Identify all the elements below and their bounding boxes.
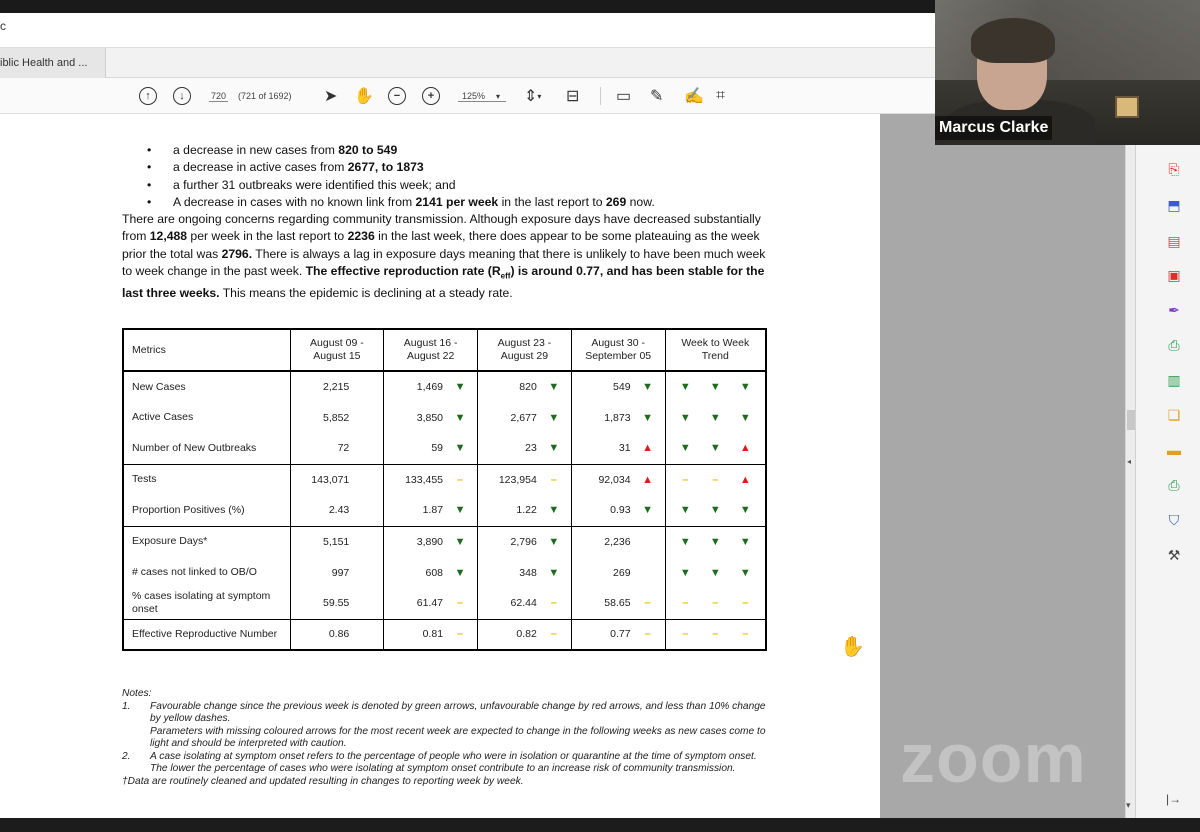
dash-icon: –	[712, 597, 719, 610]
cell-value: 3,890	[416, 535, 444, 548]
page-body-text	[122, 142, 772, 302]
scroll-thumb[interactable]	[1127, 410, 1135, 430]
value-cell	[571, 495, 665, 526]
up-arrow-icon: ▲	[642, 473, 653, 486]
up-arrow-icon: ▲	[642, 442, 653, 455]
trend-cell	[665, 495, 766, 526]
down-arrow-icon: ▼	[709, 566, 721, 579]
draw-pen-icon: ✍	[684, 88, 704, 105]
down-arrow-icon: ▼	[739, 566, 751, 579]
down-arrow-icon: ▼	[709, 411, 721, 424]
dash-icon: –	[682, 597, 689, 610]
cell-value: 0.93	[610, 504, 631, 517]
value-cell	[478, 464, 572, 495]
down-arrow-icon: ▼	[679, 381, 691, 393]
dash-icon: –	[550, 473, 557, 486]
cell-value: 0.77	[610, 628, 631, 641]
down-arrow-icon: ▼	[709, 381, 721, 393]
notes-section	[122, 688, 772, 788]
trend-cell	[665, 433, 766, 464]
column-header: August 16 - August 22	[384, 329, 478, 371]
hand-icon: ✋	[354, 88, 374, 105]
metric-name: Effective Reproductive Number	[123, 619, 290, 650]
enhance-scan-button[interactable]	[1164, 335, 1184, 355]
trend-cell	[665, 371, 766, 402]
scroll-mode-button[interactable]	[566, 86, 579, 106]
cursor-arrow-icon: ➤	[324, 88, 338, 105]
value-cell	[571, 371, 665, 402]
scroll-icon: ⊟	[566, 88, 580, 105]
notes-title: Notes:	[122, 688, 152, 699]
organize-pages-button[interactable]	[1164, 265, 1184, 285]
value-cell	[290, 526, 384, 557]
down-arrow-icon: ▼	[709, 535, 721, 548]
table-row	[123, 619, 766, 650]
cell-value: 72	[337, 442, 350, 455]
dash-icon: –	[456, 628, 464, 641]
draw-button[interactable]	[684, 86, 704, 106]
toolbar-divider	[600, 87, 601, 105]
value-cell	[384, 619, 478, 650]
bullet-item: • a further 31 outbreaks were identified this week; and	[147, 177, 772, 194]
edit-pdf-button[interactable]	[1164, 231, 1184, 251]
value-cell	[571, 619, 665, 650]
tools-pane	[1135, 145, 1200, 818]
table-row	[123, 557, 766, 588]
value-cell	[384, 371, 478, 402]
cell-value: 133,455	[405, 473, 444, 486]
value-cell	[290, 402, 384, 433]
participant-hair	[971, 18, 1055, 63]
cell-value: 1.87	[422, 504, 444, 517]
more-tools-button[interactable]	[1164, 545, 1184, 565]
value-cell	[478, 433, 572, 464]
value-cell	[384, 495, 478, 526]
cell-value: 997	[331, 566, 350, 579]
value-cell	[290, 495, 384, 526]
cell-value: 269	[613, 566, 631, 579]
dash-icon: –	[550, 628, 557, 641]
metric-name: Active Cases	[123, 402, 290, 433]
down-arrow-icon: ▼	[548, 504, 560, 517]
tools-icon: ⚒	[1167, 547, 1181, 563]
cell-value: 2,215	[322, 381, 350, 393]
pane-scrollbar[interactable]	[1125, 145, 1135, 818]
trend-cell	[665, 464, 766, 495]
signature-icon: ✒	[1168, 302, 1180, 318]
up-arrow-icon: ▲	[739, 442, 751, 455]
value-cell	[290, 371, 384, 402]
down-arrow-icon: ▼	[454, 411, 466, 424]
value-cell	[478, 557, 572, 588]
organize-pages-icon: ▣	[1167, 267, 1181, 283]
tag-icon: ⌗	[716, 87, 726, 104]
down-arrow-icon: ▼	[679, 411, 691, 424]
title-strip	[0, 0, 935, 13]
down-arrow-icon: ▼	[679, 535, 691, 548]
cell-value: 2,677	[510, 411, 537, 424]
value-cell	[290, 588, 384, 619]
combine-icon: ❏	[1167, 407, 1181, 423]
note-item: 2. A case isolating at symptom onset refers to the percentage of people who were in isolation or quarantine at the time of symptom onset. The lower the percentage of cases who were isolating at symptom onset contribute to an increase risk of community transmission.	[122, 750, 757, 774]
cell-value: 820	[519, 381, 537, 393]
table-row	[123, 526, 766, 557]
down-arrow-icon: ▼	[454, 504, 466, 517]
value-cell	[478, 402, 572, 433]
cell-value: 608	[425, 566, 444, 579]
highlight-button[interactable]	[650, 86, 663, 106]
fit-page-button[interactable]	[524, 86, 541, 106]
metric-name: Exposure Days*	[123, 526, 290, 557]
bottom-bar	[0, 818, 1200, 832]
select-tool-button[interactable]	[324, 86, 337, 106]
dash-icon: –	[456, 473, 464, 486]
down-arrow-icon: ▼	[454, 442, 466, 455]
value-cell	[571, 433, 665, 464]
value-cell	[290, 464, 384, 495]
cell-value: 3,850	[416, 411, 444, 424]
trend-cell	[665, 402, 766, 433]
dash-icon: –	[550, 597, 557, 610]
down-arrow-icon: ▼	[548, 381, 560, 393]
page-count: (721 of 1692)	[238, 91, 292, 101]
pdf-page	[0, 114, 880, 818]
cell-value: 5,852	[322, 411, 350, 424]
cell-value: 1.22	[516, 504, 537, 517]
zoom-in-button[interactable]	[422, 86, 440, 106]
dash-icon: –	[742, 597, 749, 610]
browser-tab-bar	[0, 48, 935, 78]
trend-cell	[665, 557, 766, 588]
transmission-paragraph: There are ongoing concerns regarding community transmission. Although exposure days have decreased substantially from 12,488 per week in the last report to 2236 in the last week, there does appear to be some plateauing as the week prior the total was 2796. There is always a lag in exposure days meaning that there is unlikely to have been much week to week change in the past week. The effective reproduction rate $(R_{eff})$ is around 0.77, and has been stable for the last three weeks. This means the epidemic is declining at a steady rate.	[122, 212, 766, 300]
column-header: August 30 - September 05	[571, 329, 665, 371]
caret-down-icon: ▾	[496, 91, 501, 101]
value-cell	[384, 557, 478, 588]
collapse-arrow-icon[interactable]: ◂	[1127, 457, 1132, 466]
cell-value: 348	[519, 566, 537, 579]
comment-icon: ▭	[616, 88, 632, 105]
mouse-cursor-hand-icon: ✋	[840, 636, 865, 658]
create-pdf-button[interactable]	[1164, 195, 1184, 215]
value-cell	[290, 557, 384, 588]
comment-icon: ▬	[1167, 442, 1181, 458]
participant-video[interactable]	[935, 0, 1200, 145]
cell-value: 143,071	[311, 473, 350, 486]
dash-icon: –	[712, 473, 719, 486]
cell-value: 0.82	[516, 628, 537, 641]
metric-name: Proportion Positives (%)	[123, 495, 290, 526]
metric-name: New Cases	[123, 371, 290, 402]
fill-sign-button[interactable]	[716, 86, 725, 106]
dash-icon: –	[682, 473, 689, 486]
combine-files-button[interactable]	[1164, 405, 1184, 425]
cell-value: 23	[525, 442, 537, 455]
value-cell	[384, 402, 478, 433]
scan-icon: ⎙	[1168, 337, 1180, 353]
dash-icon: –	[456, 597, 464, 610]
value-cell	[571, 464, 665, 495]
cell-value: 92,034	[598, 473, 631, 486]
column-header: Metrics	[123, 329, 290, 371]
print-production-button[interactable]	[1164, 475, 1184, 495]
export-pdf-icon: ⎘	[1168, 161, 1180, 177]
cell-value: 5,151	[322, 535, 350, 548]
down-arrow-icon: ▼	[548, 566, 560, 579]
cell-value: 59	[431, 442, 444, 455]
value-cell	[384, 588, 478, 619]
note-item: 1. Favourable change since the previous week is denoted by green arrows, unfavourable change by red arrows, and less than 10% change by yellow dashes.	[122, 700, 766, 724]
down-arrow-icon: ▼	[548, 535, 560, 548]
cell-value: 59.55	[322, 597, 350, 610]
cell-value: 549	[613, 381, 631, 393]
value-cell	[478, 495, 572, 526]
zoom-level-select[interactable]: 125% ▾	[458, 86, 500, 106]
metric-name: % cases isolating at symptom onset	[123, 588, 290, 619]
bullet-item: • a decrease in active cases from 2677, to 1873	[147, 159, 772, 176]
browser-address-bar[interactable]	[0, 13, 935, 48]
table-row	[123, 402, 766, 433]
comment-button[interactable]	[616, 86, 631, 106]
tab-document[interactable]	[0, 48, 106, 78]
expand-pane-icon[interactable]: |→	[1166, 792, 1182, 806]
dash-icon: –	[712, 628, 719, 641]
table-body	[123, 371, 766, 650]
compare-files-button[interactable]	[1164, 370, 1184, 390]
cell-value: 2.43	[328, 504, 350, 517]
down-arrow-icon: ▼	[739, 504, 751, 517]
value-cell	[384, 526, 478, 557]
value-cell	[384, 464, 478, 495]
down-arrow-icon: ▼	[642, 411, 653, 424]
cell-value: 1,469	[416, 381, 444, 393]
metric-name: Tests	[123, 464, 290, 495]
down-arrow-icon: ▼	[642, 381, 653, 393]
hand-tool-button[interactable]	[354, 86, 374, 106]
shield-icon: ⛉	[1168, 512, 1180, 528]
column-header: August 09 - August 15	[290, 329, 384, 371]
metric-name: Number of New Outbreaks	[123, 433, 290, 464]
minus-icon: −	[388, 87, 406, 105]
bullet-item: • a decrease in new cases from 820 to 549	[147, 142, 772, 159]
document-viewport[interactable]	[0, 114, 1125, 818]
notes-footnote: †Data are routinely cleaned and updated resulting in changes to reporting week by week.	[122, 775, 524, 787]
table-row	[123, 464, 766, 495]
down-arrow-icon: ▼	[454, 566, 466, 579]
down-arrow-icon: ▼	[739, 535, 751, 548]
arrow-down-icon: ↓	[173, 87, 191, 105]
cell-value: 61.47	[416, 597, 444, 610]
column-header: August 23 - August 29	[478, 329, 572, 371]
comment-tool-button[interactable]	[1164, 440, 1184, 460]
value-cell	[571, 588, 665, 619]
table-row	[123, 588, 766, 619]
metrics-table	[122, 328, 767, 651]
down-arrow-icon: ▼	[548, 442, 560, 455]
value-cell	[384, 433, 478, 464]
down-arrow-icon: ▼	[642, 504, 653, 517]
up-arrow-icon: ▲	[739, 473, 751, 486]
cell-value: 1,873	[604, 411, 631, 424]
plus-icon: +	[422, 87, 440, 105]
participant-name: Marcus Clarke	[935, 116, 1052, 140]
dash-icon: –	[682, 628, 689, 641]
fit-page-icon: ⇕	[524, 88, 538, 105]
table-row	[123, 371, 766, 402]
value-cell	[571, 557, 665, 588]
down-arrow-icon: ▼	[454, 535, 466, 548]
cell-value: 31	[618, 442, 631, 455]
trend-cell	[665, 619, 766, 650]
tab-document-label: iblic Health and ...	[0, 57, 88, 69]
cell-value: 0.86	[328, 628, 350, 641]
caret-down-icon: ▾	[537, 91, 542, 101]
create-pdf-icon: ⬒	[1167, 197, 1181, 213]
value-cell	[478, 588, 572, 619]
down-arrow-icon: ▼	[679, 442, 691, 455]
down-arrow-icon: ▼	[679, 566, 691, 579]
down-arrow-icon: ▼	[739, 381, 751, 393]
zoom-out-button[interactable]	[388, 86, 406, 106]
column-header: Week to Week Trend	[665, 329, 766, 371]
down-arrow-icon: ▼	[739, 411, 751, 424]
pen-icon: ✎	[650, 88, 664, 105]
dash-icon: –	[742, 628, 749, 641]
arrow-up-icon: ↑	[139, 87, 157, 105]
value-cell	[478, 526, 572, 557]
down-arrow-icon: ▼	[679, 504, 691, 517]
cell-value: 2,796	[510, 535, 537, 548]
edit-pdf-icon: ▤	[1167, 233, 1181, 249]
down-arrow-icon: ▼	[454, 381, 466, 393]
value-cell	[571, 526, 665, 557]
url-fragment: c	[0, 19, 6, 33]
scroll-down-arrow-icon[interactable]: ▾	[1126, 800, 1131, 810]
compare-icon: ▥	[1167, 372, 1181, 388]
down-arrow-icon: ▼	[709, 442, 721, 455]
export-pdf-button[interactable]	[1164, 159, 1184, 179]
trend-cell	[665, 588, 766, 619]
print-icon: ⎙	[1168, 477, 1180, 493]
table-row	[123, 495, 766, 526]
down-arrow-icon: ▼	[548, 411, 560, 424]
next-page-button[interactable]	[173, 86, 191, 106]
value-cell	[478, 371, 572, 402]
note-item: Parameters with missing coloured arrows for the most recent week are expected to change in the following weeks as new cases come to light and should be interpreted with caution.	[150, 725, 766, 749]
cell-value: 58.65	[604, 597, 631, 610]
previous-page-button[interactable]	[139, 86, 157, 106]
value-cell	[478, 619, 572, 650]
value-cell	[571, 402, 665, 433]
value-cell	[290, 433, 384, 464]
bullet-item: • A decrease in cases with no known link from 2141 per week in the last report to 269 now.	[147, 194, 772, 211]
fill-sign-tool-button[interactable]	[1164, 300, 1184, 320]
cell-value: 123,954	[498, 473, 537, 486]
dash-icon: –	[644, 597, 651, 610]
metric-name: # cases not linked to OB/O	[123, 557, 290, 588]
trend-cell	[665, 526, 766, 557]
down-arrow-icon: ▼	[709, 504, 721, 517]
zoom-watermark-logo: zoom	[900, 719, 1087, 797]
video-window-light	[1115, 96, 1139, 118]
dash-icon: –	[644, 628, 651, 641]
table-row	[123, 433, 766, 464]
protect-button[interactable]	[1164, 510, 1184, 530]
page-number-input[interactable]: 720	[211, 90, 227, 101]
cell-value: 62.44	[510, 597, 537, 610]
table-header-row	[123, 329, 766, 371]
cell-value: 2,236	[604, 535, 631, 548]
summary-bullets	[147, 142, 772, 211]
value-cell	[290, 619, 384, 650]
cell-value: 0.81	[422, 628, 444, 641]
